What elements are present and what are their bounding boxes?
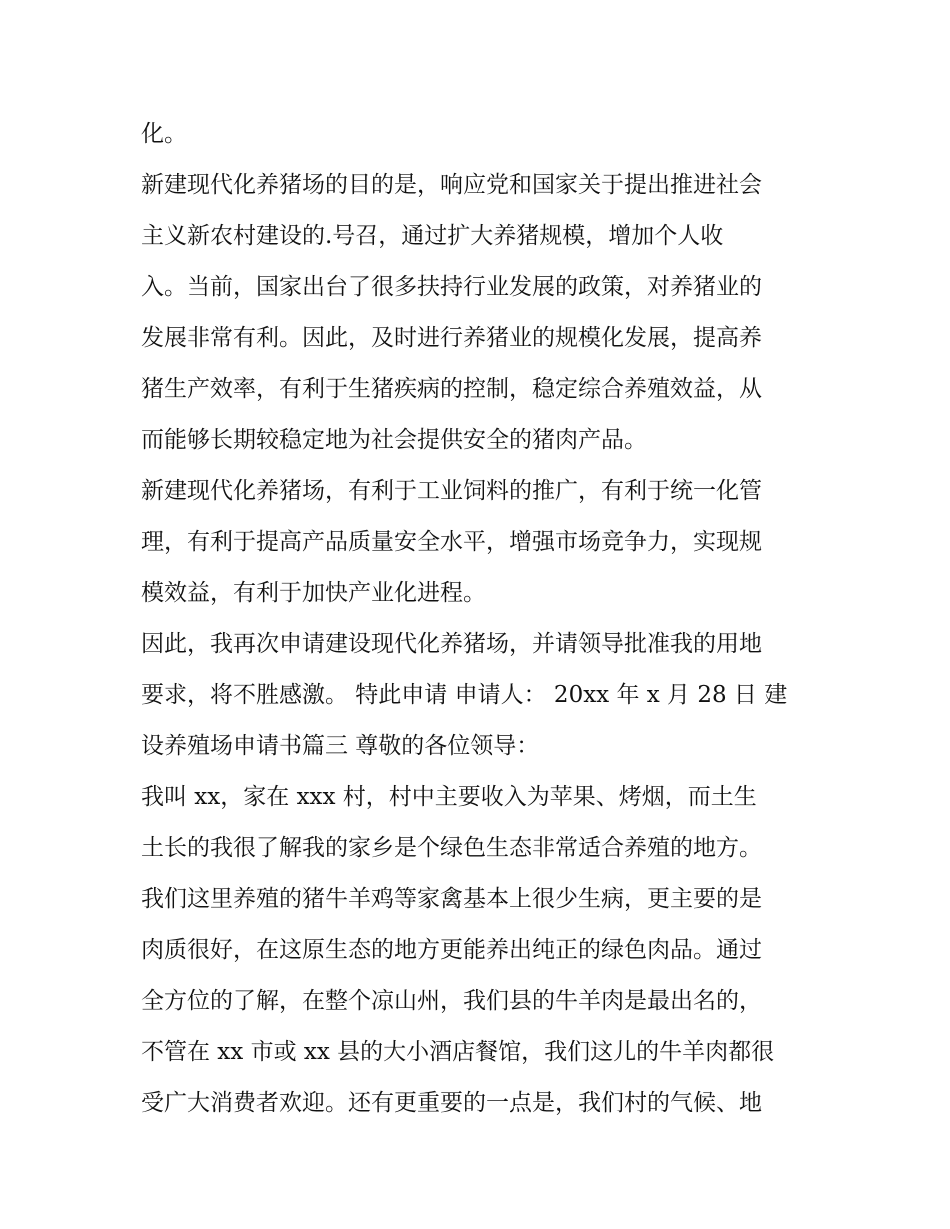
text-line: 入。当前，国家出台了很多扶持行业发展的政策，对养猪业的 [141,274,762,300]
text-line: 因此，我再次申请建设现代化养猪场，并请领导批准我的用地 [141,631,762,657]
text-line: 要求，将不胜感激。 特此申请 申请人： 20xx 年 x 月 28 日 建 [141,682,788,708]
text-line: 新建现代化养猪场，有利于工业饲料的推广，有利于统一化管 [141,478,762,504]
text-line: 土长的我很了解我的家乡是个绿色生态非常适合养殖的地方。 [141,835,762,861]
text-line: 新建现代化养猪场的目的是，响应党和国家关于提出推进社会 [141,172,762,198]
text-line: 设养殖场申请书篇三 尊敬的各位领导： [141,733,540,759]
text-line: 猪生产效率，有利于生猪疾病的控制，稳定综合养殖效益，从 [141,376,762,402]
text-line: 而能够长期较稳定地为社会提供安全的猪肉产品。 [141,427,647,453]
text-line: 理，有利于提高产品质量安全水平，增强市场竞争力，实现规 [141,529,762,555]
text-line: 肉质很好，在这原生态的地方更能养出纯正的绿色肉品。通过 [141,937,762,963]
body-text [141,109,821,1129]
text-line: 发展非常有利。因此，及时进行养猪业的规模化发展，提高养 [141,325,762,351]
text-line: 主义新农村建设的.号召，通过扩大养猪规模，增加个人收 [141,223,724,249]
text-line: 全方位的了解，在整个凉山州，我们县的牛羊肉是最出名的， [141,988,762,1014]
text-line: 我们这里养殖的猪牛羊鸡等家禽基本上很少生病，更主要的是 [141,886,762,912]
text-line: 化。 [141,121,187,147]
text-line: 受广大消费者欢迎。还有更重要的一点是，我们村的气候、地 [141,1090,762,1116]
text-line: 模效益，有利于加快产业化进程。 [141,580,486,606]
text-line: 不管在 xx 市或 xx 县的大小酒店餐馆，我们这儿的牛羊肉都很 [141,1039,775,1065]
text-line: 我叫 xx，家在 xxx 村，村中主要收入为苹果、烤烟，而土生 [141,784,757,810]
